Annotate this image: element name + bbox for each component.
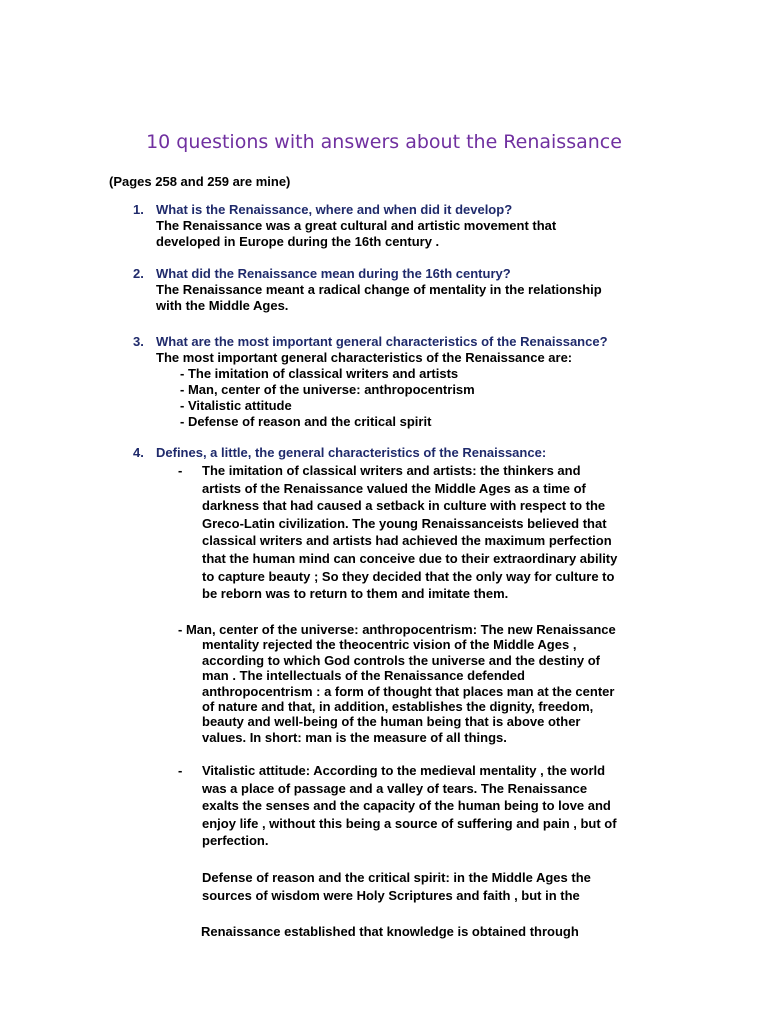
paragraph-line: The imitation of classical writers and artists: the thinkers and <box>202 463 581 478</box>
question-number: 3. <box>133 334 144 349</box>
paragraph-line: man . The intellectuals of the Renaissance defended <box>202 668 525 684</box>
list-dash: - <box>178 463 183 478</box>
question-2 <box>133 266 693 314</box>
paragraph-line: exalts the senses and the capacity of the human being to love and <box>202 798 611 814</box>
paragraph-line: darkness that had caused a setback in culture with respect to the <box>202 498 606 514</box>
answer-line: developed in Europe during the 16th century . <box>156 234 440 249</box>
paragraph-line: that the human mind can conceive due to their extraordinary ability <box>202 550 618 566</box>
paragraph-first-line: - Man, center of the universe: anthropocentrism: The new Renaissance <box>178 622 616 637</box>
answer-line: The Renaissance meant a radical change of mentality in the relationship <box>156 282 602 297</box>
paragraph-body <box>202 462 668 603</box>
answer-text: The most important general characteristics of the Renaissance are: <box>156 350 573 365</box>
page-title: 10 questions with answers about the Renaissance <box>146 131 622 153</box>
answer-line: The Renaissance was a great cultural and artistic movement that <box>156 218 557 233</box>
paragraph-body <box>202 637 668 745</box>
paragraph-line: Defense of reason and the critical spirit: in the Middle Ages the <box>202 870 591 885</box>
paragraph-line: values. In short: man is the measure of all things. <box>202 729 507 745</box>
paragraph-line: Vitalistic attitude: According to the medieval mentality , the world <box>202 763 606 778</box>
question-4 <box>133 445 693 461</box>
paragraph-line: sources of wisdom were Holy Scriptures and faith , but in the <box>202 887 580 903</box>
list-item: - Man, center of the universe: anthropocentrism <box>180 382 475 397</box>
paragraph-line: enjoy life , without this being a source of suffering and pain , but of <box>202 815 617 831</box>
paragraph-line: Greco-Latin civilization. The young Renaissanceists believed that <box>202 515 607 531</box>
paragraph-line: to capture beauty ; So they decided that the only way for culture to <box>202 568 615 584</box>
question-number: 4. <box>133 445 144 460</box>
paragraph-line: of nature and that, in addition, establishes the dignity, freedom, <box>202 699 594 715</box>
paragraph-line: perfection. <box>202 833 269 849</box>
answer-line: with the Middle Ages. <box>156 298 289 313</box>
list-dash: - <box>178 763 183 778</box>
question-text: What is the Renaissance, where and when did it develop? <box>156 202 513 217</box>
answer-text <box>156 282 693 314</box>
question-number: 1. <box>133 202 144 217</box>
question-text: Defines, a little, the general characteristics of the Renaissance: <box>156 445 547 460</box>
paragraph-line: anthropocentrism : a form of thought that places man at the center <box>202 683 615 699</box>
question-number: 2. <box>133 266 144 281</box>
characteristics-list <box>180 366 693 430</box>
paragraph-line: artists of the Renaissance valued the Middle Ages as a time of <box>202 480 586 496</box>
paragraph-reason <box>202 869 672 904</box>
paragraph-imitation <box>178 462 668 603</box>
pages-note: (Pages 258 and 259 are mine) <box>109 174 291 189</box>
question-text: What are the most important general characteristics of the Renaissance? <box>156 334 608 349</box>
paragraph-line: according to which God controls the universe and the destiny of <box>202 652 600 668</box>
paragraph-line: classical writers and artists had achieved the maximum perfection <box>202 533 612 549</box>
list-item: - Defense of reason and the critical spirit <box>180 414 432 429</box>
paragraph-line: was a place of passage and a valley of tears. The Renaissance <box>202 780 588 796</box>
paragraph-anthropocentrism <box>178 622 668 745</box>
paragraph-continuation: Renaissance established that knowledge is obtained through <box>201 924 579 939</box>
list-item: - The imitation of classical writers and artists <box>180 366 459 381</box>
paragraph-line: be reborn was to return to them and imitate them. <box>202 586 509 602</box>
paragraph-vitalistic <box>178 762 668 850</box>
answer-text <box>156 218 693 250</box>
paragraph-line: beauty and well-being of the human being that is above other <box>202 714 581 730</box>
paragraph-body <box>202 762 668 850</box>
paragraph-line: mentality rejected the theocentric vision of the Middle Ages , <box>202 637 577 653</box>
question-3 <box>133 334 693 430</box>
question-text: What did the Renaissance mean during the 16th century? <box>156 266 511 281</box>
question-1 <box>133 202 693 250</box>
list-item: - Vitalistic attitude <box>180 398 292 413</box>
